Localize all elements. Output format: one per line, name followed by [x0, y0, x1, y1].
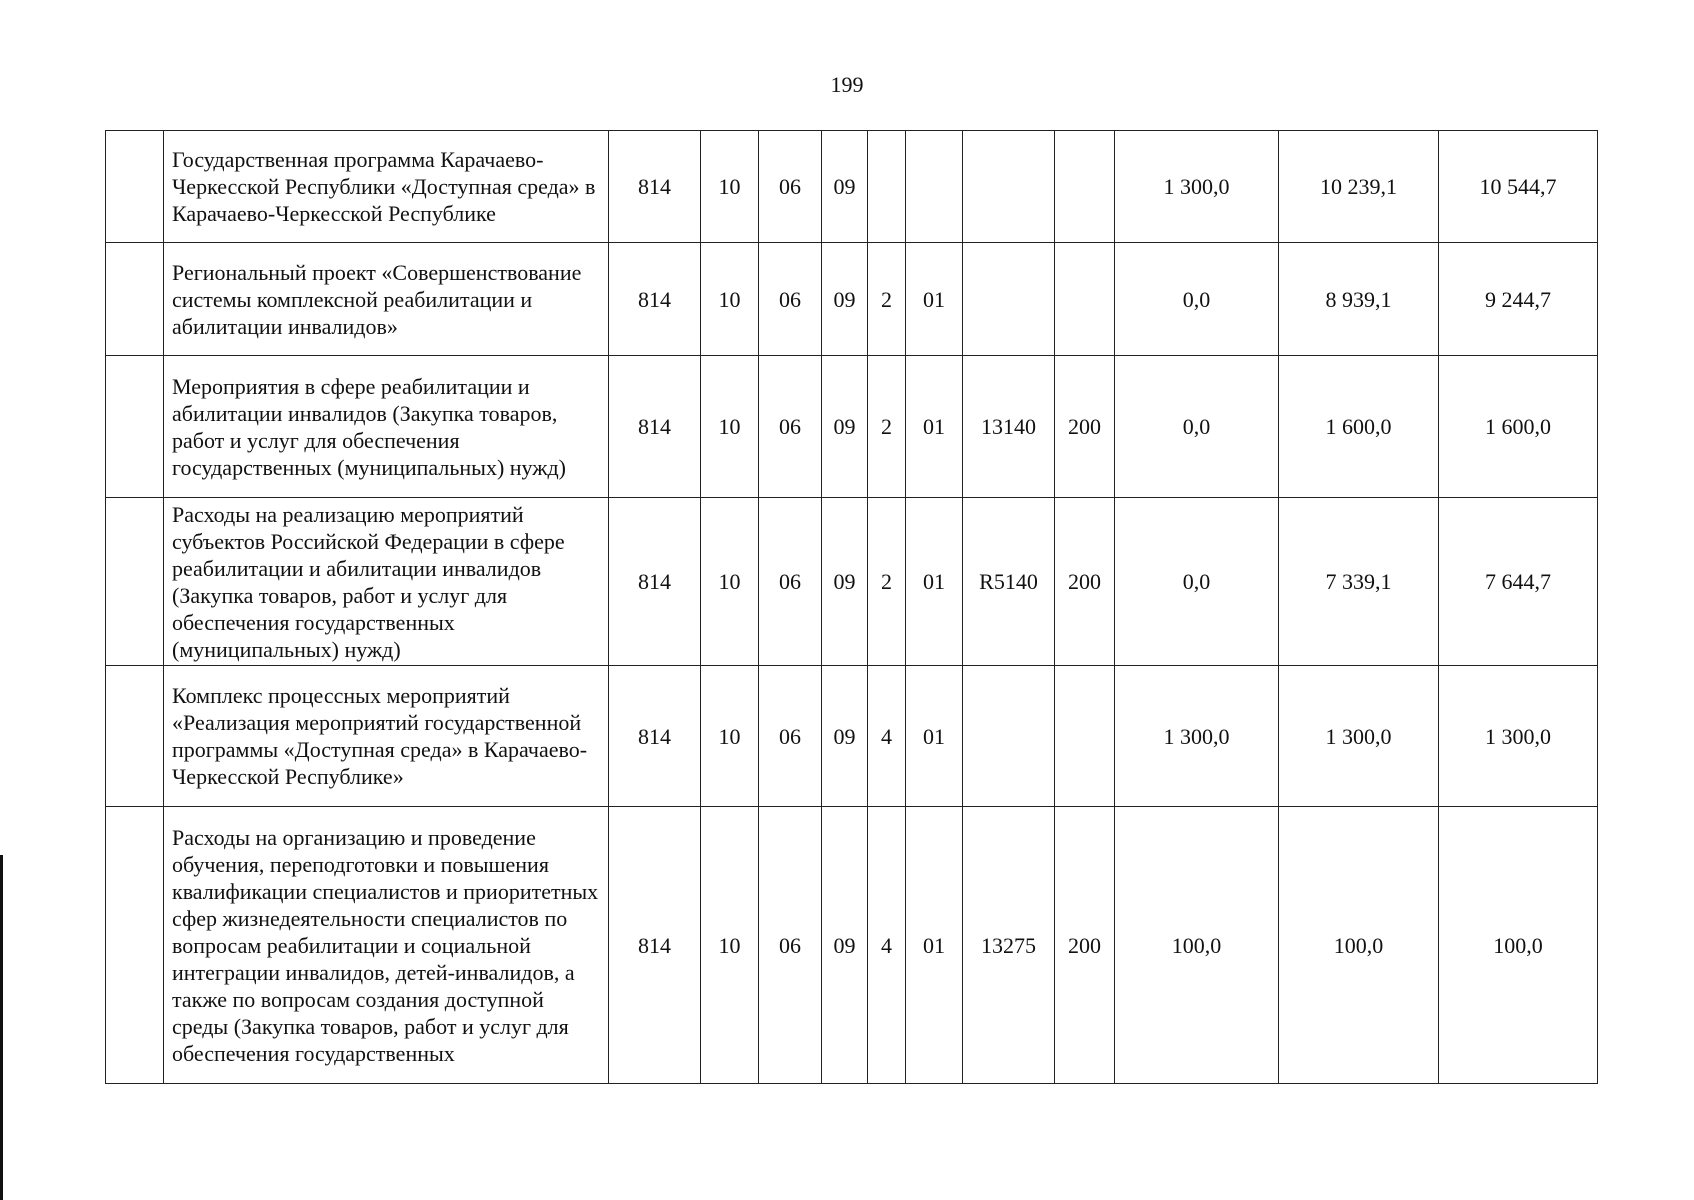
element-code-cell: 01	[906, 243, 963, 356]
subsection-code-cell: 06	[759, 666, 822, 807]
amount-2-cell: 1 600,0	[1279, 356, 1439, 498]
row-number-cell	[106, 356, 164, 498]
amount-2-cell: 100,0	[1279, 807, 1439, 1084]
amount-3-cell: 10 544,7	[1439, 131, 1598, 243]
table-row	[106, 498, 1598, 666]
row-number-cell	[106, 131, 164, 243]
amount-3-cell: 1 300,0	[1439, 666, 1598, 807]
subprogram-code-cell: 4	[868, 807, 906, 1084]
table-row	[106, 243, 1598, 356]
amount-2-cell: 8 939,1	[1279, 243, 1439, 356]
description-cell: Региональный проект «Совершенствование системы комплексной реабилитации и абилитации инвалидов»	[164, 243, 609, 356]
subprogram-code-cell	[868, 131, 906, 243]
program-code-cell: 09	[822, 356, 868, 498]
amount-1-cell: 0,0	[1115, 356, 1279, 498]
program-code-cell: 09	[822, 131, 868, 243]
direction-code-cell: 13275	[963, 807, 1055, 1084]
expense-type-cell: 200	[1055, 498, 1115, 666]
direction-code-cell	[963, 666, 1055, 807]
description-cell: Государственная программа Карачаево-Черкесской Республики «Доступная среда» в Карачаево-Черкесской Республике	[164, 131, 609, 243]
amount-2-cell: 7 339,1	[1279, 498, 1439, 666]
description-cell: Расходы на реализацию мероприятий субъектов Российской Федерации в сфере реабилитации и абилитации инвалидов (Закупка товаров, работ и услуг для обеспечения государственных (муниципальных) нужд)	[164, 498, 609, 666]
section-code-cell: 10	[701, 243, 759, 356]
expense-type-cell	[1055, 243, 1115, 356]
ministry-code-cell: 814	[609, 498, 701, 666]
subsection-code-cell: 06	[759, 131, 822, 243]
expense-type-cell	[1055, 131, 1115, 243]
ministry-code-cell: 814	[609, 356, 701, 498]
direction-code-cell: 13140	[963, 356, 1055, 498]
amount-3-cell: 7 644,7	[1439, 498, 1598, 666]
element-code-cell: 01	[906, 356, 963, 498]
row-number-cell	[106, 666, 164, 807]
ministry-code-cell: 814	[609, 807, 701, 1084]
subsection-code-cell: 06	[759, 356, 822, 498]
subprogram-code-cell: 2	[868, 498, 906, 666]
description-cell: Комплекс процессных мероприятий «Реализация мероприятий государственной программы «Доступная среда» в Карачаево-Черкесской Республике»	[164, 666, 609, 807]
page-number: 199	[830, 72, 864, 97]
row-number-cell	[106, 807, 164, 1084]
amount-2-cell: 1 300,0	[1279, 666, 1439, 807]
amount-1-cell: 0,0	[1115, 243, 1279, 356]
amount-3-cell: 1 600,0	[1439, 356, 1598, 498]
expense-type-cell	[1055, 666, 1115, 807]
element-code-cell: 01	[906, 807, 963, 1084]
ministry-code-cell: 814	[609, 666, 701, 807]
expense-type-cell: 200	[1055, 807, 1115, 1084]
description-cell: Расходы на организацию и проведение обучения, переподготовки и повышения квалификации специалистов и приоритетных сфер жизнедеятельности специалистов по вопросам реабилитации и социальной интеграции инвалидов, детей-инвалидов, а также по вопросам создания доступной среды (Закупка товаров, работ и услуг для обеспечения государственных	[164, 807, 609, 1084]
direction-code-cell: R5140	[963, 498, 1055, 666]
amount-1-cell: 1 300,0	[1115, 666, 1279, 807]
amount-1-cell: 100,0	[1115, 807, 1279, 1084]
ministry-code-cell: 814	[609, 243, 701, 356]
direction-code-cell	[963, 243, 1055, 356]
amount-1-cell: 1 300,0	[1115, 131, 1279, 243]
scan-margin-mark	[0, 855, 3, 1200]
element-code-cell: 01	[906, 498, 963, 666]
program-code-cell: 09	[822, 498, 868, 666]
element-code-cell: 01	[906, 666, 963, 807]
subsection-code-cell: 06	[759, 243, 822, 356]
section-code-cell: 10	[701, 131, 759, 243]
section-code-cell: 10	[701, 666, 759, 807]
amount-3-cell: 100,0	[1439, 807, 1598, 1084]
subprogram-code-cell: 2	[868, 243, 906, 356]
section-code-cell: 10	[701, 356, 759, 498]
table-row	[106, 131, 1598, 243]
subsection-code-cell: 06	[759, 807, 822, 1084]
ministry-code-cell: 814	[609, 131, 701, 243]
element-code-cell	[906, 131, 963, 243]
table-row	[106, 356, 1598, 498]
subprogram-code-cell: 2	[868, 356, 906, 498]
amount-2-cell: 10 239,1	[1279, 131, 1439, 243]
subsection-code-cell: 06	[759, 498, 822, 666]
budget-table	[105, 130, 1598, 1084]
amount-1-cell: 0,0	[1115, 498, 1279, 666]
row-number-cell	[106, 243, 164, 356]
section-code-cell: 10	[701, 498, 759, 666]
amount-3-cell: 9 244,7	[1439, 243, 1598, 356]
program-code-cell: 09	[822, 243, 868, 356]
description-cell: Мероприятия в сфере реабилитации и абилитации инвалидов (Закупка товаров, работ и услуг для обеспечения государственных (муниципальных) нужд)	[164, 356, 609, 498]
program-code-cell: 09	[822, 666, 868, 807]
program-code-cell: 09	[822, 807, 868, 1084]
subprogram-code-cell: 4	[868, 666, 906, 807]
table-row	[106, 666, 1598, 807]
row-number-cell	[106, 498, 164, 666]
table-row	[106, 807, 1598, 1084]
section-code-cell: 10	[701, 807, 759, 1084]
direction-code-cell	[963, 131, 1055, 243]
expense-type-cell: 200	[1055, 356, 1115, 498]
